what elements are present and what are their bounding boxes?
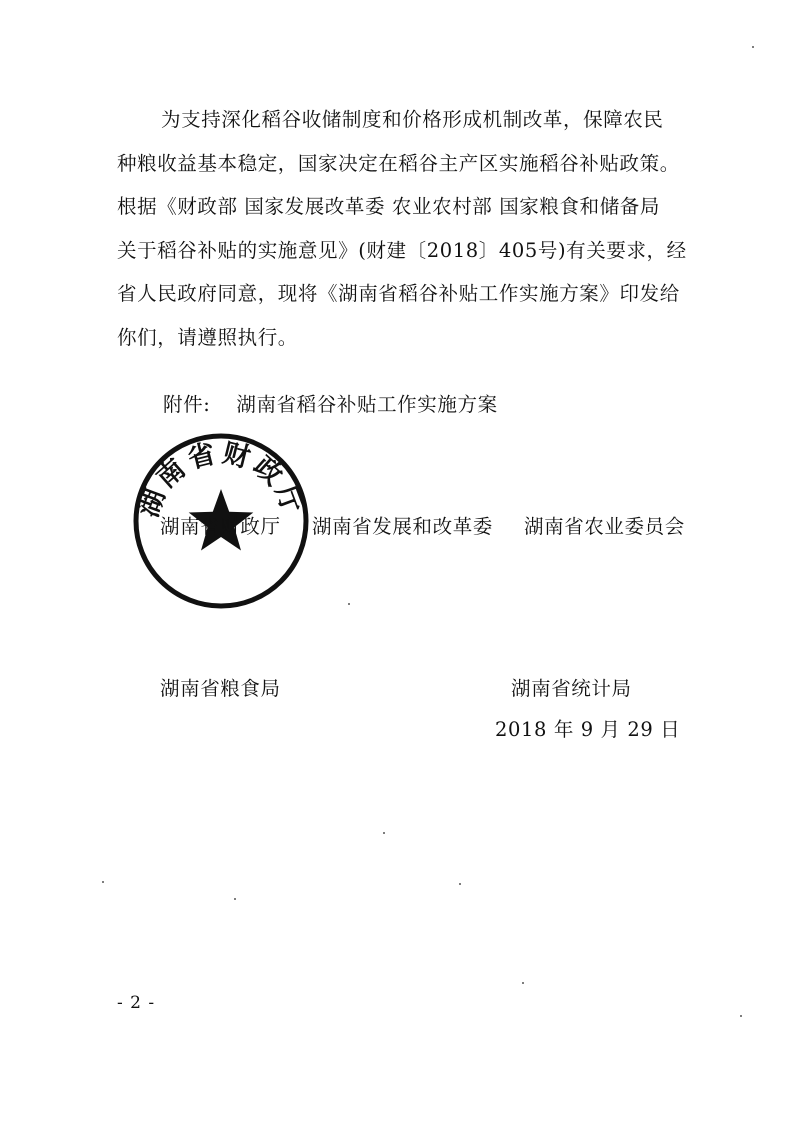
scan-speck — [234, 898, 236, 900]
signer-agriculture: 湖南省农业委员会 — [524, 515, 685, 538]
attachment-label: 附件: — [163, 393, 211, 416]
signer-grain-bureau: 湖南省粮食局 — [160, 677, 281, 700]
issue-date: 2018 年 9 月 29 日 — [495, 718, 681, 741]
body-line: 根据《财政部 国家发展改革委 农业农村部 国家粮食和储备局 — [117, 195, 660, 219]
attachment-line — [163, 389, 498, 417]
scan-speck — [459, 883, 461, 885]
body-line: 为支持深化稻谷收储制度和价格形成机制改革，保障农民 — [161, 108, 664, 131]
signer-statistics-bureau: 湖南省统计局 — [511, 677, 632, 700]
body-line: 省人民政府同意，现将《湖南省稻谷补贴工作实施方案》印发给 — [117, 282, 680, 306]
body-line: 种粮收益基本稳定，国家决定在稻谷主产区实施稻谷补贴政策。 — [117, 151, 680, 175]
scan-speck — [102, 881, 104, 883]
scan-speck — [740, 1015, 742, 1017]
seal-text: 湖南省财政厅 — [133, 437, 309, 522]
scan-speck — [752, 46, 754, 48]
scan-speck — [348, 603, 350, 605]
signer-development-reform: 湖南省发展和改革委 — [312, 515, 493, 538]
body-line: 你们，请遵照执行。 — [117, 325, 298, 349]
document-body — [117, 98, 717, 360]
attachment-title: 湖南省稻谷补贴工作实施方案 — [236, 393, 498, 416]
page-number: - 2 - — [117, 993, 156, 1013]
signer-finance: 湖南省财政厅 — [160, 515, 281, 538]
scan-speck — [522, 982, 524, 984]
scan-speck — [383, 832, 385, 834]
body-line: 关于稻谷补贴的实施意见》(财建〔2018〕405号)有关要求，经 — [117, 238, 687, 262]
